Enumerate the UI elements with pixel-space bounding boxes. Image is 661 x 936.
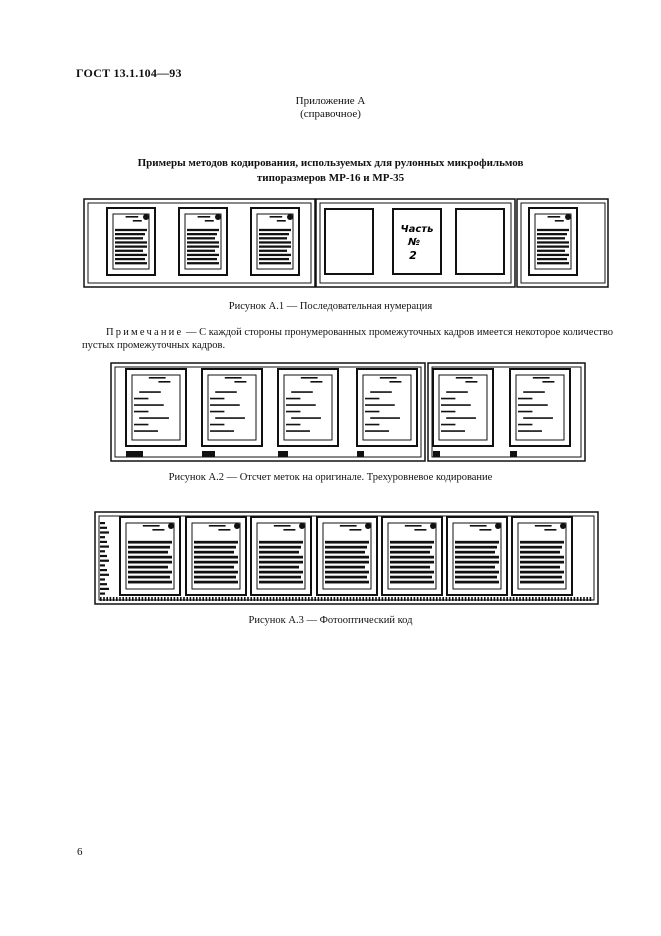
code-tick bbox=[516, 597, 518, 601]
code-tick bbox=[462, 597, 464, 601]
code-bar bbox=[100, 588, 109, 590]
code-tick bbox=[519, 597, 521, 601]
code-tick bbox=[580, 597, 582, 601]
code-tick bbox=[180, 597, 182, 601]
code-tick bbox=[449, 597, 451, 601]
document-frame bbox=[382, 517, 442, 595]
code-tick bbox=[455, 597, 457, 601]
frame-number-mark bbox=[215, 214, 221, 220]
code-tick bbox=[529, 597, 531, 601]
code-tick bbox=[279, 597, 281, 601]
code-tick bbox=[308, 597, 310, 601]
code-tick bbox=[244, 597, 246, 601]
code-tick bbox=[298, 597, 300, 601]
code-tick bbox=[330, 597, 332, 601]
document-frame bbox=[278, 369, 338, 446]
code-bar bbox=[100, 569, 107, 571]
code-tick bbox=[209, 597, 211, 601]
code-tick bbox=[228, 597, 230, 601]
code-tick bbox=[583, 597, 585, 601]
document-standard-header: ГОСТ 13.1.104—93 bbox=[76, 66, 182, 80]
code-tick bbox=[161, 597, 163, 601]
code-tick bbox=[407, 597, 409, 601]
document-frame bbox=[317, 517, 377, 595]
code-tick bbox=[110, 597, 112, 601]
code-tick bbox=[356, 597, 358, 601]
code-tick bbox=[378, 597, 380, 601]
code-tick bbox=[375, 597, 377, 601]
blip-mark bbox=[433, 451, 440, 457]
blip-mark bbox=[202, 451, 215, 457]
code-tick bbox=[458, 597, 460, 601]
code-tick bbox=[145, 597, 147, 601]
code-tick bbox=[500, 597, 502, 601]
document-frame bbox=[107, 208, 155, 275]
code-tick bbox=[362, 597, 364, 601]
code-bar bbox=[100, 536, 105, 538]
appendix-title: Приложение А bbox=[295, 95, 366, 107]
code-tick bbox=[286, 597, 288, 601]
code-tick bbox=[346, 597, 348, 601]
code-tick bbox=[343, 597, 345, 601]
frame-text-number-sign: № bbox=[407, 237, 421, 248]
frame-number-mark bbox=[143, 214, 149, 220]
code-tick bbox=[452, 597, 454, 601]
code-tick bbox=[202, 597, 204, 601]
note-paragraph bbox=[82, 326, 622, 352]
code-bar bbox=[100, 550, 105, 552]
note-text: — С каждой стороны пронумерованных промежуточных кадров имеется некоторое количество пустых промежуточных кадров. bbox=[82, 327, 614, 351]
code-tick bbox=[564, 597, 566, 601]
document-frame bbox=[251, 517, 311, 595]
code-tick bbox=[478, 597, 480, 601]
code-tick bbox=[215, 597, 217, 601]
code-tick bbox=[119, 597, 121, 601]
code-tick bbox=[567, 597, 569, 601]
code-tick bbox=[164, 597, 166, 601]
frame-text-number: 2 bbox=[409, 249, 417, 262]
blip-mark bbox=[510, 451, 517, 457]
code-tick bbox=[263, 597, 265, 601]
code-bar bbox=[100, 522, 105, 524]
document-frame bbox=[512, 517, 572, 595]
code-tick bbox=[468, 597, 470, 601]
code-tick bbox=[369, 597, 371, 601]
code-tick bbox=[234, 597, 236, 601]
code-tick bbox=[129, 597, 131, 601]
code-tick bbox=[522, 597, 524, 601]
code-tick bbox=[526, 597, 528, 601]
code-tick bbox=[465, 597, 467, 601]
code-tick bbox=[442, 597, 444, 601]
frame-number-mark bbox=[495, 523, 501, 529]
code-tick bbox=[545, 597, 547, 601]
code-tick bbox=[423, 597, 425, 601]
code-tick bbox=[225, 597, 227, 601]
code-tick bbox=[250, 597, 252, 601]
code-tick bbox=[366, 597, 368, 601]
code-tick bbox=[503, 597, 505, 601]
code-tick bbox=[388, 597, 390, 601]
code-tick bbox=[183, 597, 185, 601]
code-tick bbox=[401, 597, 403, 601]
code-tick bbox=[282, 597, 284, 601]
code-tick bbox=[420, 597, 422, 601]
code-tick bbox=[372, 597, 374, 601]
frame-number-mark bbox=[565, 214, 571, 220]
document-frame bbox=[251, 208, 299, 275]
code-tick bbox=[103, 597, 105, 601]
code-tick bbox=[350, 597, 352, 601]
document-frame bbox=[510, 369, 570, 446]
code-tick bbox=[190, 597, 192, 601]
blip-mark bbox=[278, 451, 288, 457]
code-tick bbox=[231, 597, 233, 601]
code-tick bbox=[116, 597, 118, 601]
code-bar bbox=[100, 541, 107, 543]
code-tick bbox=[142, 597, 144, 601]
code-tick bbox=[186, 597, 188, 601]
code-bar bbox=[100, 531, 109, 533]
code-tick bbox=[382, 597, 384, 601]
code-tick bbox=[302, 597, 304, 601]
document-frame bbox=[126, 369, 186, 446]
figure-a1-microfilm-strip bbox=[0, 195, 661, 295]
figure-a2-caption: Рисунок А.2 — Отсчет меток на оригинале. Трехуровневое кодирование bbox=[168, 472, 493, 483]
code-tick bbox=[551, 597, 553, 601]
code-tick bbox=[481, 597, 483, 601]
code-tick bbox=[311, 597, 313, 601]
code-tick bbox=[295, 597, 297, 601]
code-tick bbox=[404, 597, 406, 601]
code-tick bbox=[513, 597, 515, 601]
blank-frame bbox=[325, 209, 373, 274]
document-frame bbox=[186, 517, 246, 595]
frame-number-mark bbox=[299, 523, 305, 529]
code-tick bbox=[260, 597, 262, 601]
code-tick bbox=[586, 597, 588, 601]
code-tick bbox=[471, 597, 473, 601]
code-tick bbox=[100, 597, 102, 601]
figure-a3-microfilm-strip bbox=[0, 508, 661, 608]
figure-a3-caption: Рисунок А.3 — Фотооптический код bbox=[248, 615, 413, 626]
code-tick bbox=[276, 597, 278, 601]
code-tick bbox=[193, 597, 195, 601]
code-tick bbox=[148, 597, 150, 601]
code-tick bbox=[561, 597, 563, 601]
document-frame bbox=[202, 369, 262, 446]
code-bar bbox=[100, 555, 107, 557]
code-tick bbox=[324, 597, 326, 601]
code-tick bbox=[241, 597, 243, 601]
code-tick bbox=[113, 597, 115, 601]
figure-a1-caption: Рисунок А.1 — Последовательная нумерация bbox=[228, 301, 433, 312]
code-tick bbox=[318, 597, 320, 601]
code-tick bbox=[410, 597, 412, 601]
code-tick bbox=[126, 597, 128, 601]
note-label: Примечание bbox=[106, 327, 184, 338]
code-tick bbox=[257, 597, 259, 601]
code-tick bbox=[570, 597, 572, 601]
code-tick bbox=[212, 597, 214, 601]
code-tick bbox=[474, 597, 476, 601]
code-tick bbox=[497, 597, 499, 601]
code-tick bbox=[222, 597, 224, 601]
code-tick bbox=[151, 597, 153, 601]
code-tick bbox=[218, 597, 220, 601]
code-tick bbox=[359, 597, 361, 601]
code-tick bbox=[289, 597, 291, 601]
code-tick bbox=[394, 597, 396, 601]
code-tick bbox=[385, 597, 387, 601]
code-tick bbox=[254, 597, 256, 601]
code-tick bbox=[353, 597, 355, 601]
code-tick bbox=[391, 597, 393, 601]
code-tick bbox=[167, 597, 169, 601]
blip-mark bbox=[357, 451, 364, 457]
code-tick bbox=[135, 597, 137, 601]
code-tick bbox=[548, 597, 550, 601]
code-tick bbox=[247, 597, 249, 601]
code-bar bbox=[100, 527, 107, 529]
code-tick bbox=[327, 597, 329, 601]
code-tick bbox=[177, 597, 179, 601]
code-tick bbox=[577, 597, 579, 601]
code-tick bbox=[574, 597, 576, 601]
section-title-line-1: Примеры методов кодирования, используемых для рулонных микрофильмов bbox=[137, 157, 524, 169]
code-bar bbox=[100, 560, 109, 562]
code-tick bbox=[542, 597, 544, 601]
code-tick bbox=[206, 597, 208, 601]
code-bar bbox=[100, 583, 107, 585]
code-tick bbox=[314, 597, 316, 601]
frame-number-mark bbox=[287, 214, 293, 220]
code-tick bbox=[292, 597, 294, 601]
blank-frame bbox=[456, 209, 504, 274]
code-tick bbox=[122, 597, 124, 601]
code-tick bbox=[273, 597, 275, 601]
code-bar bbox=[100, 593, 105, 595]
code-tick bbox=[337, 597, 339, 601]
code-tick bbox=[484, 597, 486, 601]
frame-number-mark bbox=[560, 523, 566, 529]
document-frame bbox=[447, 517, 507, 595]
document-frame bbox=[529, 208, 577, 275]
blip-mark bbox=[126, 451, 143, 457]
document-frame bbox=[120, 517, 180, 595]
page-number: 6 bbox=[77, 846, 83, 858]
code-tick bbox=[590, 597, 592, 601]
code-tick bbox=[340, 597, 342, 601]
code-tick bbox=[334, 597, 336, 601]
code-tick bbox=[154, 597, 156, 601]
code-tick bbox=[506, 597, 508, 601]
code-tick bbox=[535, 597, 537, 601]
code-tick bbox=[106, 597, 108, 601]
frame-number-mark bbox=[365, 523, 371, 529]
frame-text-part: Часть bbox=[400, 224, 434, 235]
code-tick bbox=[436, 597, 438, 601]
code-bar bbox=[100, 578, 105, 580]
code-tick bbox=[538, 597, 540, 601]
code-tick bbox=[321, 597, 323, 601]
code-tick bbox=[158, 597, 160, 601]
code-tick bbox=[446, 597, 448, 601]
code-tick bbox=[433, 597, 435, 601]
code-tick bbox=[414, 597, 416, 601]
code-tick bbox=[532, 597, 534, 601]
code-tick bbox=[490, 597, 492, 601]
code-bar bbox=[100, 546, 109, 548]
code-tick bbox=[266, 597, 268, 601]
document-frame bbox=[433, 369, 493, 446]
appendix-type: (справочное) bbox=[300, 108, 361, 120]
code-tick bbox=[238, 597, 240, 601]
code-tick bbox=[199, 597, 201, 601]
code-tick bbox=[196, 597, 198, 601]
code-tick bbox=[305, 597, 307, 601]
code-tick bbox=[270, 597, 272, 601]
code-tick bbox=[417, 597, 419, 601]
code-tick bbox=[138, 597, 140, 601]
code-bar bbox=[100, 564, 105, 566]
code-tick bbox=[510, 597, 512, 601]
frame-number-mark bbox=[234, 523, 240, 529]
code-tick bbox=[132, 597, 134, 601]
code-tick bbox=[426, 597, 428, 601]
frame-number-mark bbox=[430, 523, 436, 529]
code-tick bbox=[430, 597, 432, 601]
code-tick bbox=[398, 597, 400, 601]
code-tick bbox=[439, 597, 441, 601]
code-tick bbox=[487, 597, 489, 601]
code-tick bbox=[174, 597, 176, 601]
section-title-line-2: типоразмеров МР-16 и МР-35 bbox=[256, 172, 405, 184]
figure-a2-microfilm-strip bbox=[0, 360, 661, 465]
code-bar bbox=[100, 574, 109, 576]
code-tick bbox=[554, 597, 556, 601]
document-frame bbox=[357, 369, 417, 446]
document-frame bbox=[179, 208, 227, 275]
code-tick bbox=[170, 597, 172, 601]
code-tick bbox=[494, 597, 496, 601]
code-tick bbox=[558, 597, 560, 601]
frame-number-mark bbox=[168, 523, 174, 529]
